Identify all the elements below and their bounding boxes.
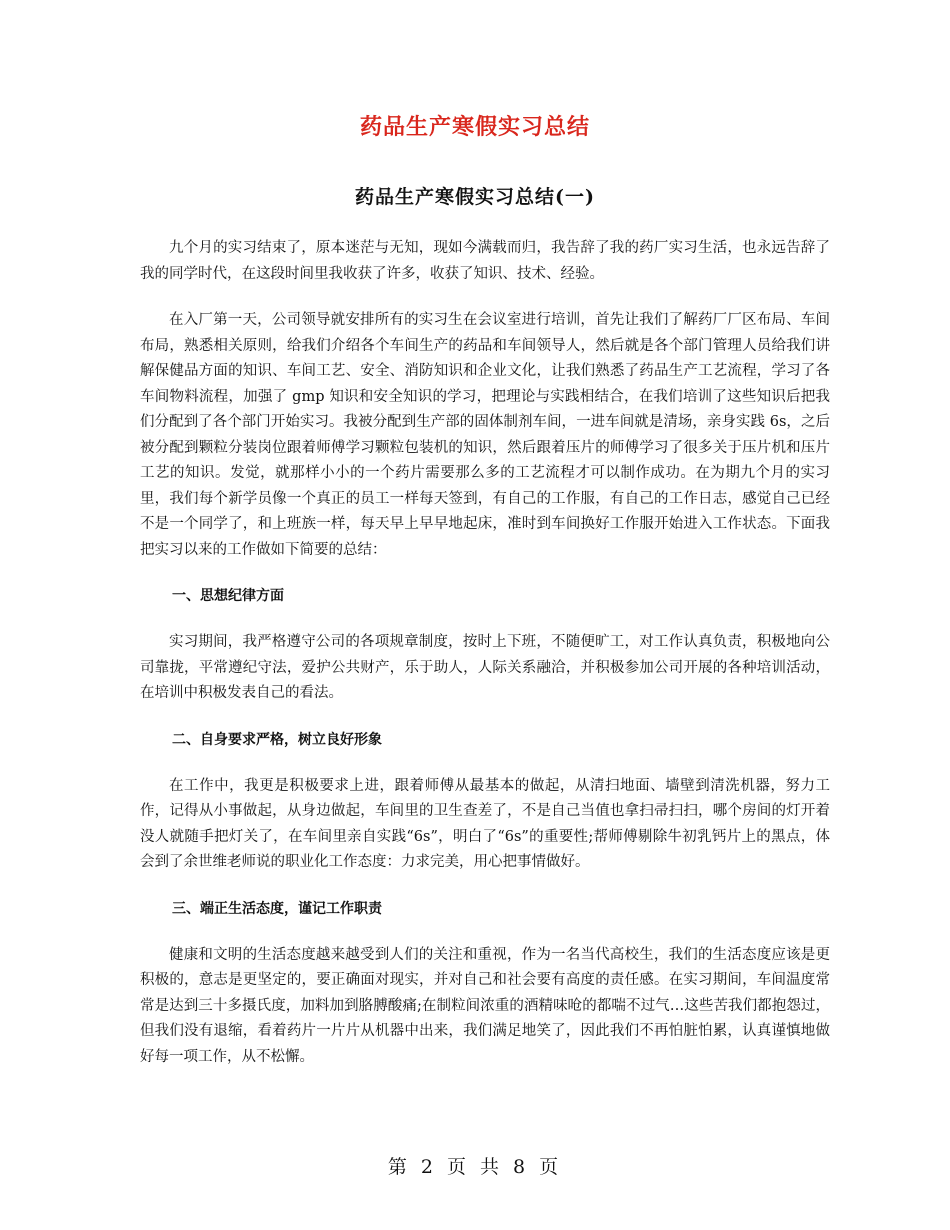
paragraph-training: 在入厂第一天，公司领导就安排所有的实习生在会议室进行培训，首先让我们了解药厂厂区布局、车间布局，熟悉相关原则，给我们介绍各个车间生产的药品和车间领导人，然后就是各个部门管理人员给我们讲解保健品方面的知识、车间工艺、安全、消防知识和企业文化，让我们熟悉了药品生产工艺流程，学习了各车间物料流程，加强了 gmp 知识和安全知识的学习，把理论与实践相结合，在我们培训了这些知识后把我们分配到了各个部门开始实习。我被分配到生产部的固体制剂车间，一进车间就是清场，亲身实践 6s，之后被分配到颗粒分装岗位跟着师傅学习颗粒包装机的知识，然后跟着压片的师傅学习了很多关于压片机和压片工艺的知识。发觉，就那样小小的一个药片需要那么多的工艺流程才可以制作成功。在为期九个月的实习里，我们每个新学员像一个真正的员工一样每天签到，有自己的工作服，有自己的工作日志，感觉自己已经不是一个同学了，和上班族一样，每天早上早早地起床，准时到车间换好工作服开始进入工作状态。下面我把实习以来的工作做如下简要的总结：	[140, 312, 830, 558]
heading-life-attitude: 三、端正生活态度，谨记工作职责	[172, 900, 382, 917]
document-title: 药品生产寒假实习总结	[359, 115, 590, 140]
paragraph-self-requirement: 在工作中，我更是积极要求上进，跟着师傅从最基本的做起，从清扫地面、墙壁到清洗机器，努力工作，记得从小事做起，从身边做起，车间里的卫生查差了，不是自己当值也拿扫帚扫扫，哪个房间的灯开着没人就随手把灯关了，在车间里亲自实践“6s”，明白了“6s”的重要性;帮师傅剔除牛初乳钙片上的黑点，体会到了余世维老师说的职业化工作态度：力求完美，用心把事情做好。	[140, 777, 830, 870]
section-subtitle: 药品生产寒假实习总结(一)	[355, 186, 595, 208]
paragraph-life-attitude: 健康和文明的生活态度越来越受到人们的关注和重视，作为一名当代高校生，我们的生活态度应该是更积极的，意志是更坚定的，要正确面对现实，并对自己和社会要有高度的责任感。在实习期间，车间温度常常是达到三十多摄氏度，加料加到胳膊酸痛;在制粒间浓重的酒精味呛的都喘不过气…这些苦我们都抱怨过，但我们没有退缩，看着药片一片片从机器中出来，我们满足地笑了，因此我们不再怕脏怕累，认真谨慎地做好每一项工作，从不松懈。	[140, 946, 830, 1065]
paragraph-intro: 九个月的实习结束了，原本迷茫与无知，现如今满载而归，我告辞了我的药厂实习生活，也永远告辞了我的同学时代，在这段时间里我收获了许多，收获了知识、技术、经验。	[140, 240, 830, 282]
paragraph-discipline: 实习期间，我严格遵守公司的各项规章制度，按时上下班，不随便旷工，对工作认真负责，积极地向公司靠拢，平常遵纪守法，爱护公共财产，乐于助人，人际关系融洽，并积极参加公司开展的各种培训活动，在培训中积极发表自己的看法。	[140, 634, 830, 701]
heading-discipline: 一、思想纪律方面	[172, 588, 284, 604]
heading-self-requirement: 二、自身要求严格，树立良好形象	[172, 731, 382, 748]
page-number-footer: 第 2 页 共 8 页	[387, 1156, 563, 1178]
document-body	[140, 236, 830, 1091]
